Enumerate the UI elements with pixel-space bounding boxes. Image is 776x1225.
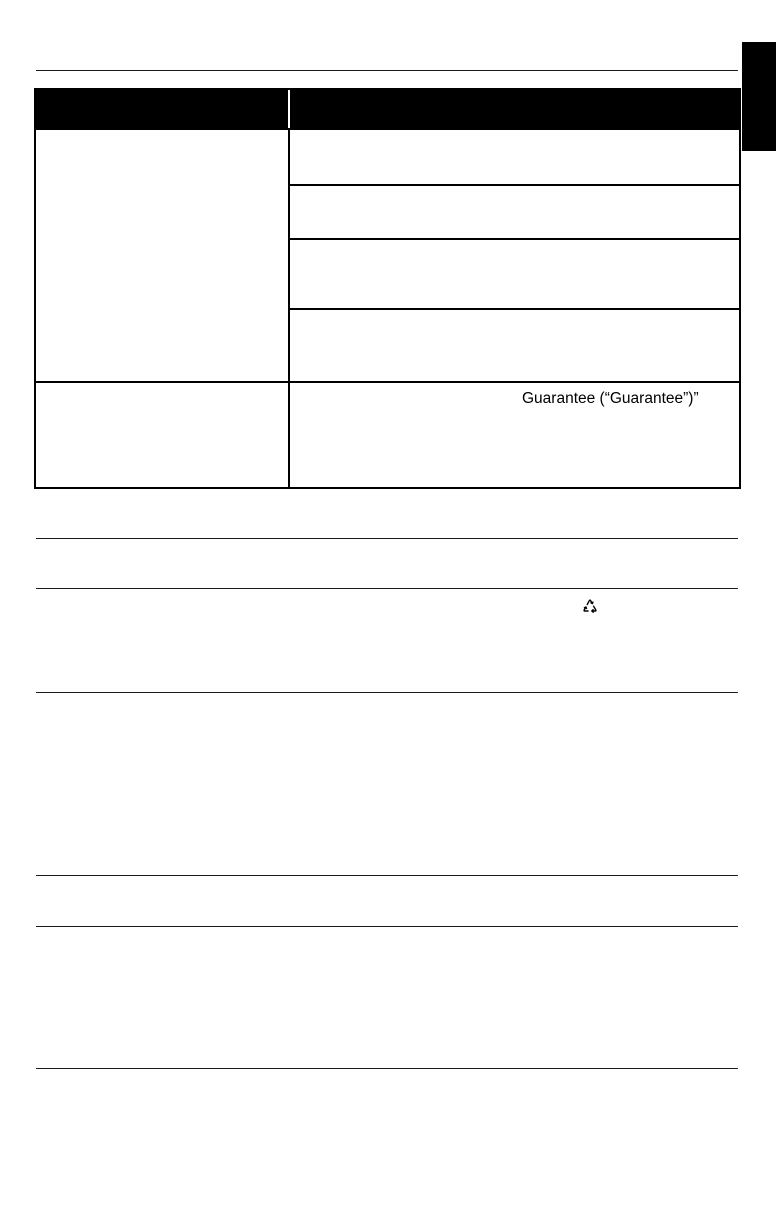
table-header-divider — [288, 90, 290, 130]
recycle-icon — [580, 597, 600, 617]
table-row-line — [290, 184, 739, 186]
section-rule — [36, 1068, 738, 1069]
guarantee-text: Guarantee (“Guarantee”)” — [522, 390, 699, 407]
language-tab-marker — [742, 42, 776, 151]
table-row-line — [290, 238, 739, 240]
header-rule — [36, 70, 738, 71]
spec-table — [34, 88, 741, 489]
table-row-line — [290, 308, 739, 310]
section-rule — [36, 588, 738, 589]
table-header-row — [36, 90, 739, 130]
section-rule — [36, 538, 738, 539]
section-rule — [36, 926, 738, 927]
section-rule — [36, 875, 738, 876]
section-rule — [36, 692, 738, 693]
table-row-line — [36, 128, 739, 130]
table-row-line — [36, 381, 739, 383]
